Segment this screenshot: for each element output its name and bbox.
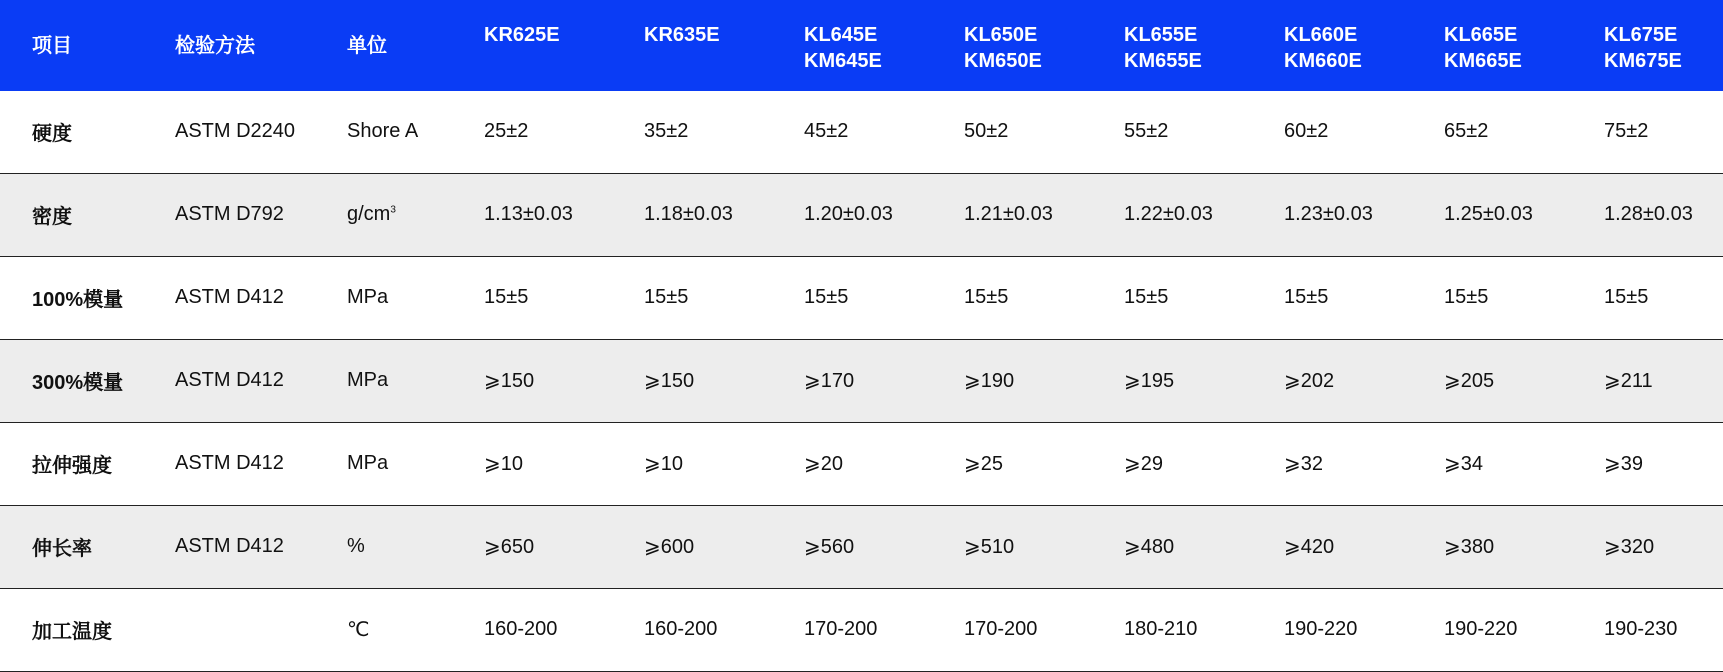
row-value-cell: 15±5 [932, 256, 1092, 339]
row-value-cell: ⩾480 [1092, 505, 1252, 588]
unit-text: % [347, 535, 365, 558]
row-value-cell: ⩾205 [1412, 339, 1572, 422]
row-value-cell: 160-200 [612, 588, 772, 671]
header-product [1252, 0, 1412, 90]
row-value-cell: ⩾202 [1252, 339, 1412, 422]
header-product [772, 0, 932, 90]
product-name-line: KM655E [1124, 50, 1202, 72]
product-name-line: KM660E [1284, 50, 1362, 72]
product-name-line: KL660E [1284, 24, 1358, 46]
row-unit-cell [315, 90, 452, 173]
product-name-line: KM645E [804, 50, 882, 72]
row-value-cell: 45±2 [772, 90, 932, 173]
row-value-cell: 15±5 [772, 256, 932, 339]
row-value-cell: 15±5 [1412, 256, 1572, 339]
header-product [1572, 0, 1723, 90]
row-value-cell: 1.23±0.03 [1252, 173, 1412, 256]
row-method-cell: ASTM D412 [143, 505, 315, 588]
row-value-cell: 15±5 [452, 256, 612, 339]
product-name-line: KL645E [804, 24, 878, 46]
row-value-cell: ⩾190 [932, 339, 1092, 422]
unit-text: ℃ [347, 619, 370, 642]
row-value-cell: ⩾32 [1252, 422, 1412, 505]
row-value-cell: 15±5 [1252, 256, 1412, 339]
row-item-cell: 硬度 [0, 90, 143, 173]
row-value-cell: 15±5 [1092, 256, 1252, 339]
row-value-cell: 55±2 [1092, 90, 1252, 173]
row-value-cell: ⩾150 [452, 339, 612, 422]
row-value-cell: ⩾170 [772, 339, 932, 422]
row-value-cell: ⩾420 [1252, 505, 1412, 588]
row-value-cell: 1.21±0.03 [932, 173, 1092, 256]
row-value-cell: ⩾39 [1572, 422, 1723, 505]
row-method-cell: ASTM D792 [143, 173, 315, 256]
header-product [1412, 0, 1572, 90]
row-item-cell: 伸长率 [0, 505, 143, 588]
row-value-cell: 15±5 [612, 256, 772, 339]
row-value-cell: ⩾211 [1572, 339, 1723, 422]
table-header [0, 0, 1723, 90]
row-value-cell: ⩾20 [772, 422, 932, 505]
unit-text: MPa [347, 286, 389, 309]
unit-text: MPa [347, 369, 389, 392]
table-row [0, 90, 1723, 173]
product-name-line: KR625E [484, 24, 560, 46]
product-name-line: KL675E [1604, 24, 1678, 46]
row-value-cell: 170-200 [772, 588, 932, 671]
table-row [0, 173, 1723, 256]
row-value-cell: ⩾150 [612, 339, 772, 422]
row-unit-cell [315, 173, 452, 256]
row-value-cell: ⩾29 [1092, 422, 1252, 505]
row-unit-cell [315, 505, 452, 588]
unit-text: g/cm [347, 203, 391, 226]
header-product [932, 0, 1092, 90]
row-value-cell: ⩾10 [452, 422, 612, 505]
row-value-cell: ⩾600 [612, 505, 772, 588]
product-name-line: KR635E [644, 24, 720, 46]
row-unit-cell [315, 339, 452, 422]
row-item-cell: 拉伸强度 [0, 422, 143, 505]
row-item-cell: 加工温度 [0, 588, 143, 671]
row-value-cell: 180-210 [1092, 588, 1252, 671]
row-value-cell: 1.28±0.03 [1572, 173, 1723, 256]
row-value-cell: ⩾34 [1412, 422, 1572, 505]
row-method-cell: ASTM D412 [143, 422, 315, 505]
row-value-cell: 60±2 [1252, 90, 1412, 173]
product-name-line: KM650E [964, 50, 1042, 72]
row-value-cell: ⩾510 [932, 505, 1092, 588]
row-value-cell: 50±2 [932, 90, 1092, 173]
table-row [0, 339, 1723, 422]
table-row [0, 505, 1723, 588]
row-value-cell: ⩾380 [1412, 505, 1572, 588]
row-value-cell: ⩾10 [612, 422, 772, 505]
row-value-cell: 1.18±0.03 [612, 173, 772, 256]
unit-text: Shore A [347, 120, 419, 143]
product-name-line: KL650E [964, 24, 1038, 46]
row-value-cell: 170-200 [932, 588, 1092, 671]
table-row [0, 256, 1723, 339]
table-body [0, 90, 1723, 672]
row-method-cell: ASTM D412 [143, 339, 315, 422]
header-product [1092, 0, 1252, 90]
row-value-cell: 75±2 [1572, 90, 1723, 173]
row-item-cell: 100%模量 [0, 256, 143, 339]
row-value-cell: ⩾320 [1572, 505, 1723, 588]
row-unit-cell [315, 422, 452, 505]
row-value-cell: 1.22±0.03 [1092, 173, 1252, 256]
header-row [0, 0, 1723, 90]
row-value-cell: 1.20±0.03 [772, 173, 932, 256]
header-product [452, 0, 612, 90]
row-item-cell: 300%模量 [0, 339, 143, 422]
header-method: 检验方法 [143, 0, 315, 90]
row-value-cell: ⩾650 [452, 505, 612, 588]
row-unit-cell [315, 588, 452, 671]
row-unit-cell [315, 256, 452, 339]
row-method-cell: ASTM D2240 [143, 90, 315, 173]
row-item-cell: 密度 [0, 173, 143, 256]
row-value-cell: 1.13±0.03 [452, 173, 612, 256]
row-value-cell: 190-220 [1252, 588, 1412, 671]
row-value-cell: ⩾560 [772, 505, 932, 588]
row-value-cell: 1.25±0.03 [1412, 173, 1572, 256]
row-value-cell: 65±2 [1412, 90, 1572, 173]
table-row [0, 422, 1723, 505]
row-value-cell: 35±2 [612, 90, 772, 173]
header-item: 项目 [0, 0, 143, 90]
row-method-cell [143, 588, 315, 671]
row-method-cell: ASTM D412 [143, 256, 315, 339]
product-name-line: KL665E [1444, 24, 1518, 46]
product-name-line: KM665E [1444, 50, 1522, 72]
row-value-cell: 160-200 [452, 588, 612, 671]
row-value-cell: 15±5 [1572, 256, 1723, 339]
unit-text: MPa [347, 452, 389, 475]
row-value-cell: ⩾195 [1092, 339, 1252, 422]
header-unit: 单位 [315, 0, 452, 90]
row-value-cell: 190-230 [1572, 588, 1723, 671]
unit-superscript: 3 [390, 204, 396, 216]
row-value-cell: 190-220 [1412, 588, 1572, 671]
product-name-line: KM675E [1604, 50, 1682, 72]
row-value-cell: 25±2 [452, 90, 612, 173]
table-row [0, 588, 1723, 671]
header-product [612, 0, 772, 90]
product-name-line: KL655E [1124, 24, 1198, 46]
row-value-cell: ⩾25 [932, 422, 1092, 505]
